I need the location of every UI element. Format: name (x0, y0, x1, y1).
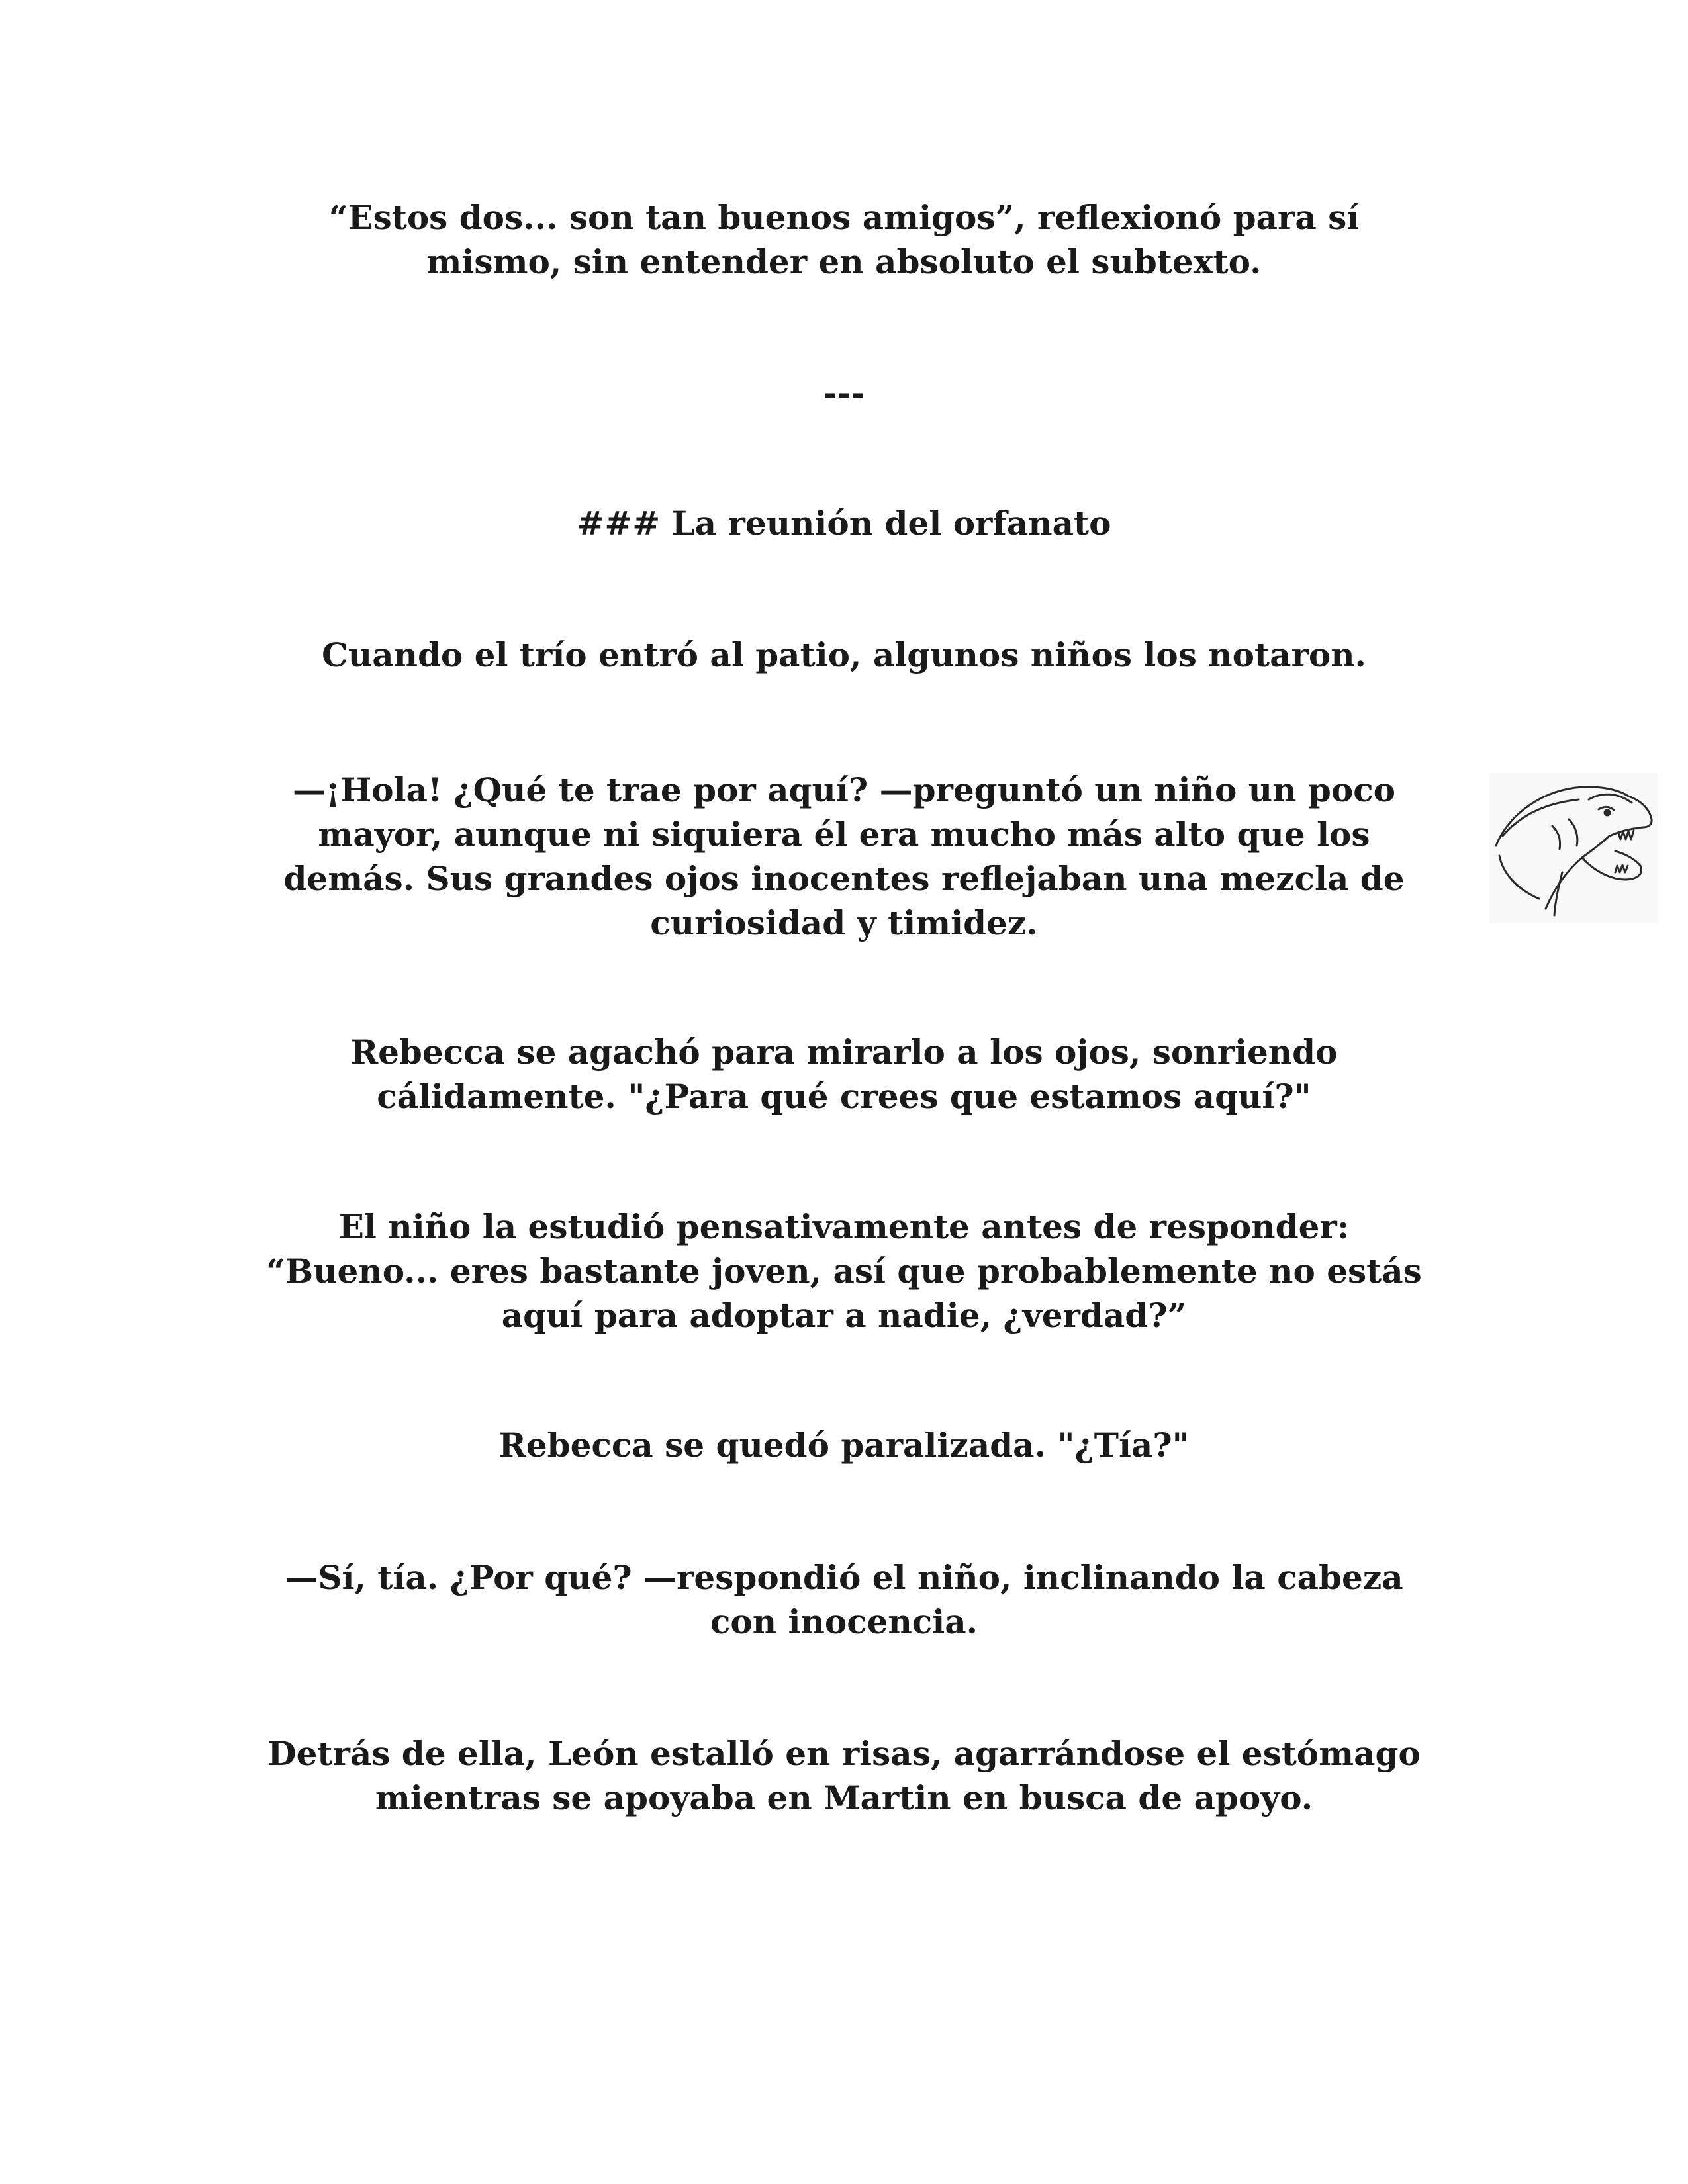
text-line: Detrás de ella, León estalló en risas, agarrándose el estómago (267, 1734, 1421, 1773)
text-line: Rebecca se agachó para mirarlo a los ojos, sonriendo (350, 1032, 1338, 1071)
section-heading (0, 501, 1688, 545)
text-line: cálidamente. "¿Para qué crees que estamos aquí?" (377, 1077, 1311, 1116)
text-line: demás. Sus grandes ojos inocentes reflejaban una mezcla de (283, 859, 1405, 898)
text-line: mientras se apoyaba en Martin en busca de apoyo. (375, 1778, 1313, 1817)
text-line: —Sí, tía. ¿Por qué? —respondió el niño, inclinando la cabeza (285, 1558, 1403, 1597)
paragraph-rebecca-freezes (0, 1423, 1688, 1467)
paragraph-boy-studies (0, 1205, 1688, 1338)
text-line: Cuando el trío entró al patio, algunos niños los notaron. (322, 635, 1366, 674)
dinosaur-head-sketch-icon (1489, 773, 1658, 923)
text-line: con inocencia. (710, 1602, 978, 1641)
heading-text: ### La reunión del orfanato (577, 504, 1111, 543)
paragraph-trio-enters (0, 633, 1688, 677)
text-line: mismo, sin entender en absoluto el subtexto. (426, 242, 1262, 281)
text-line: El niño la estudió pensativamente antes de responder: (338, 1207, 1350, 1246)
text-line: aquí para adoptar a nadie, ¿verdad?” (501, 1296, 1187, 1335)
divider-text: --- (823, 373, 865, 412)
paragraph-boy-responds (0, 1555, 1688, 1644)
text-line: “Bueno... eres bastante joven, así que probablemente no estás (266, 1251, 1422, 1291)
paragraph-leon-laughs (0, 1731, 1688, 1820)
text-line: curiosidad y timidez. (650, 903, 1038, 942)
text-line: “Estos dos... son tan buenos amigos”, reflexionó para sí (328, 198, 1360, 237)
paragraph-rebecca-crouches (0, 1030, 1688, 1118)
text-line: Rebecca se quedó paralizada. "¿Tía?" (498, 1426, 1190, 1465)
paragraph-reflection (0, 195, 1688, 284)
text-line: —¡Hola! ¿Qué te trae por aquí? —preguntó un niño un poco (293, 770, 1395, 809)
section-divider (0, 371, 1688, 415)
text-line: mayor, aunque ni siquiera él era mucho más alto que los (318, 815, 1370, 854)
paragraph-boy-greets (0, 768, 1688, 945)
